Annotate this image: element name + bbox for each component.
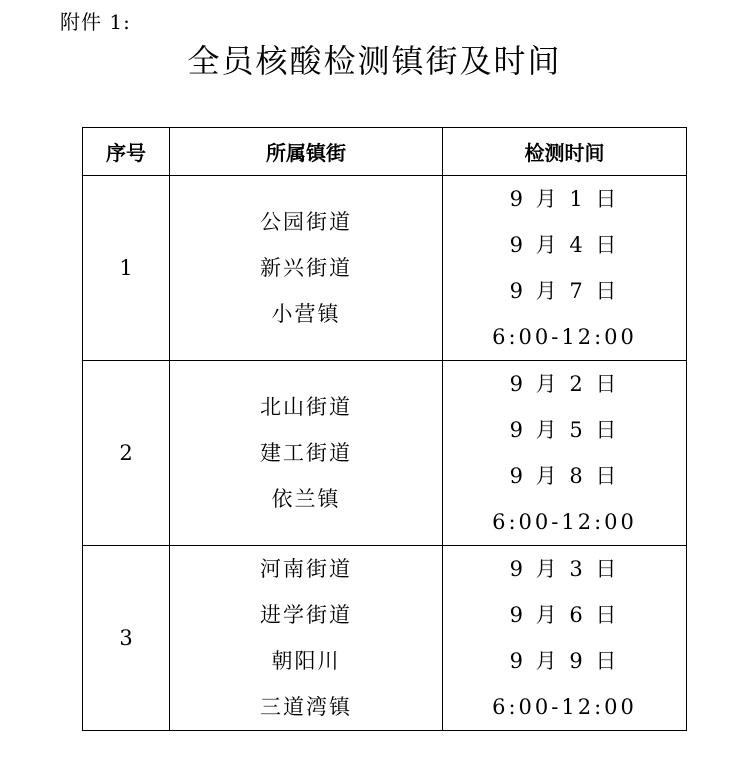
table-row bbox=[83, 176, 687, 361]
row-times bbox=[443, 176, 687, 361]
header-town: 所属镇街 bbox=[170, 128, 443, 176]
attachment-label: 附件 1: bbox=[60, 10, 131, 34]
table-header-row bbox=[83, 128, 687, 176]
town-name: 北山街道 bbox=[260, 395, 352, 419]
row-index: 2 bbox=[83, 361, 170, 546]
test-date: 9 月 6 日 bbox=[509, 603, 620, 627]
row-times bbox=[443, 546, 687, 731]
row-times bbox=[443, 361, 687, 546]
row-towns bbox=[170, 176, 443, 361]
row-index: 1 bbox=[83, 176, 170, 361]
test-hours: 6:00-12:00 bbox=[492, 695, 637, 719]
town-name: 小营镇 bbox=[271, 302, 341, 326]
test-date: 9 月 7 日 bbox=[509, 279, 620, 303]
test-date: 9 月 4 日 bbox=[509, 233, 620, 257]
row-towns bbox=[170, 546, 443, 731]
town-name: 进学街道 bbox=[260, 603, 352, 627]
row-index: 3 bbox=[83, 546, 170, 731]
test-hours: 6:00-12:00 bbox=[492, 510, 637, 534]
test-date: 9 月 3 日 bbox=[509, 557, 620, 581]
town-name: 公园街道 bbox=[260, 210, 352, 234]
test-date: 9 月 1 日 bbox=[509, 187, 620, 211]
row-towns bbox=[170, 361, 443, 546]
table-row bbox=[83, 546, 687, 731]
test-date: 9 月 9 日 bbox=[509, 649, 620, 673]
town-name: 依兰镇 bbox=[271, 487, 341, 511]
header-index: 序号 bbox=[83, 128, 170, 176]
town-name: 河南街道 bbox=[260, 557, 352, 581]
table-row bbox=[83, 361, 687, 546]
town-name: 建工街道 bbox=[260, 441, 352, 465]
header-time: 检测时间 bbox=[443, 128, 687, 176]
schedule-table bbox=[82, 127, 687, 731]
town-name: 朝阳川 bbox=[271, 649, 341, 673]
test-date: 9 月 5 日 bbox=[509, 418, 620, 442]
document-title: 全员核酸检测镇街及时间 bbox=[187, 42, 562, 80]
town-name: 新兴街道 bbox=[260, 256, 352, 280]
test-date: 9 月 8 日 bbox=[509, 464, 620, 488]
test-date: 9 月 2 日 bbox=[509, 372, 620, 396]
test-hours: 6:00-12:00 bbox=[492, 325, 637, 349]
town-name: 三道湾镇 bbox=[260, 695, 352, 719]
